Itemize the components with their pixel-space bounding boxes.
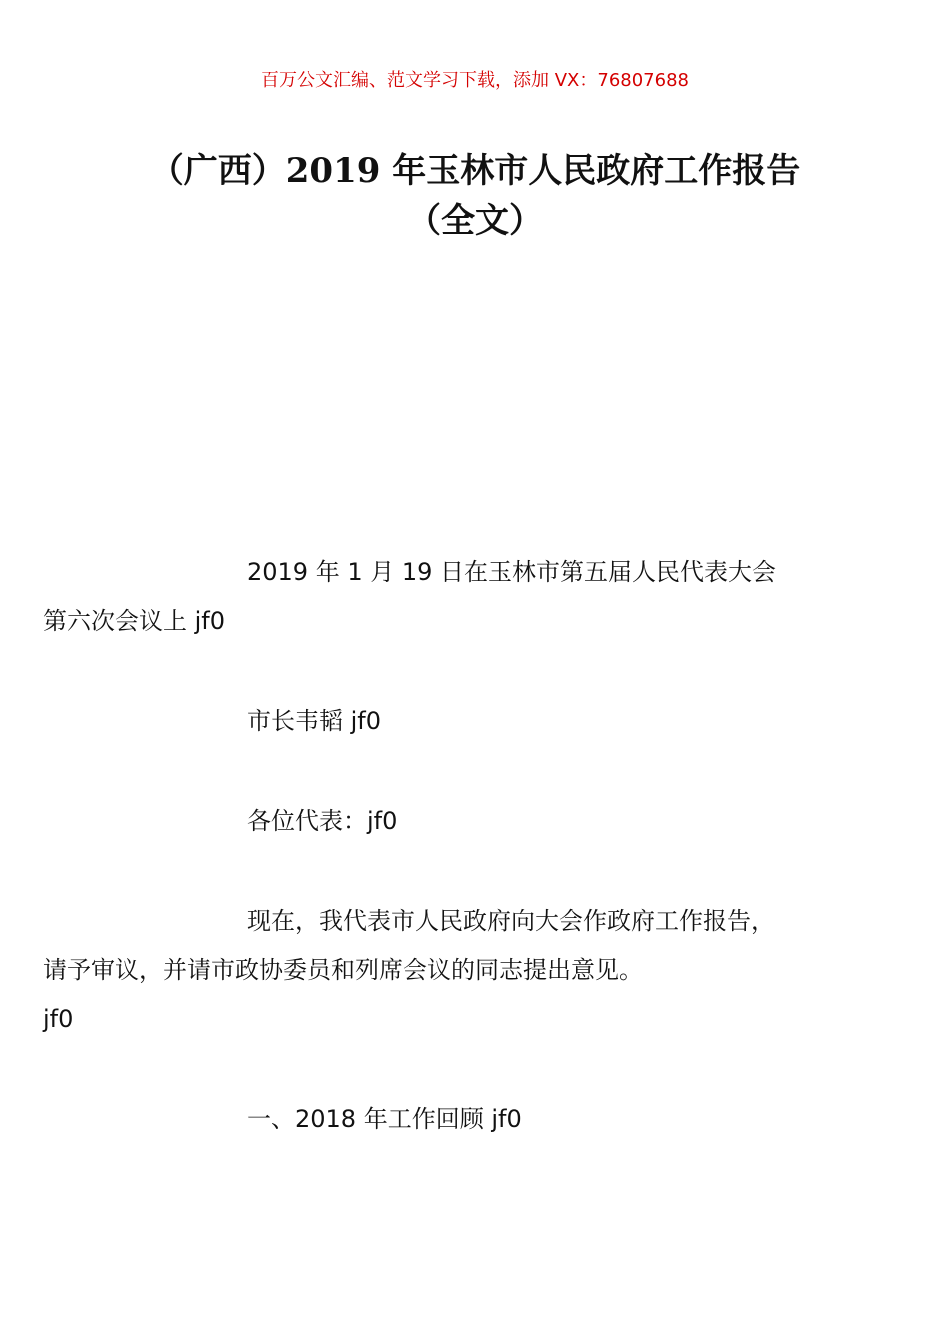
document-title [145,146,805,246]
header-note: 百万公文汇编、范文学习下载，添加 VX：76807688 [261,70,689,91]
paragraph-line: jf0 [43,1005,74,1033]
paragraph-line: 一、2018 年工作回顾 jf0 [247,1105,522,1133]
document-body [43,548,835,1195]
paragraph-line: 第六次会议上 jf0 [43,607,226,635]
title-line-2: （全文） [407,201,543,241]
paragraph-line: 各位代表：jf0 [247,807,398,835]
paragraph-speaker [145,697,835,746]
paragraph-line: 请予审议，并请市政协委员和列席会议的同志提出意见。 [43,956,643,984]
paragraph-salutation [145,797,835,846]
title-line-1: （广西）2019 年玉林市人民政府工作报告 [149,151,801,191]
paragraph-line: 现在，我代表市人民政府向大会作政府工作报告， [247,907,775,935]
paragraph-intro [43,897,835,1044]
paragraph-line: 2019 年 1 月 19 日在玉林市第五届人民代表大会 [247,558,777,586]
paragraph-line: 市长韦韬 jf0 [247,707,382,735]
section-heading [145,1095,835,1144]
paragraph-meeting-info [43,548,835,646]
